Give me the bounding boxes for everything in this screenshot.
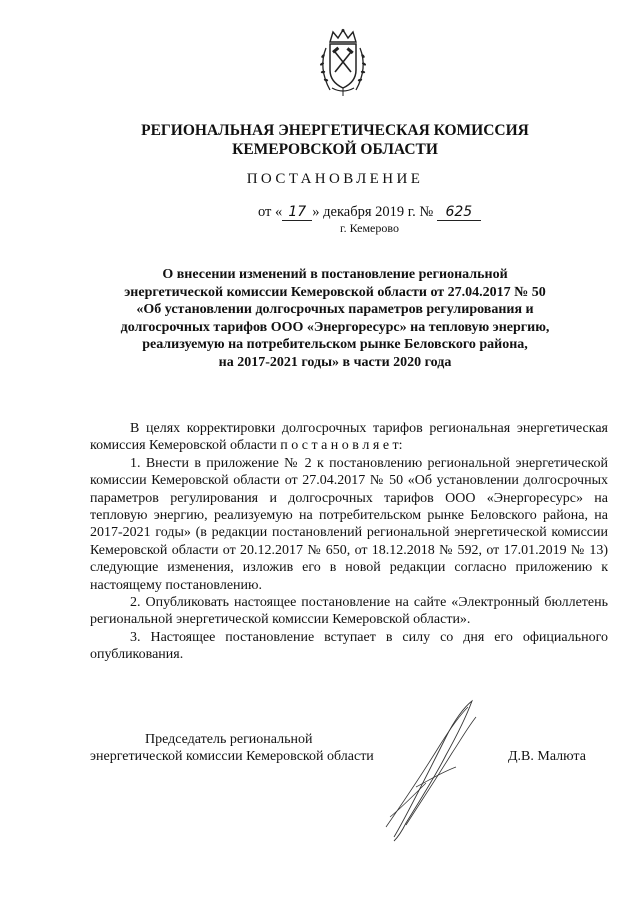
date-middle: » декабря 2019 г. №	[312, 204, 434, 220]
date-line	[258, 204, 481, 221]
title-line: энергетической комиссии Кемеровской области от 27.04.2017 № 50	[124, 284, 546, 300]
title-line: на 2017-2021 годы» в части 2020 года	[218, 354, 452, 370]
coat-of-arms-emblem	[316, 28, 370, 98]
title-line: реализуемую на потребительском рынке Беловского района,	[142, 337, 528, 353]
title-line: «Об установлении долгосрочных параметров регулирования и	[136, 302, 534, 318]
position-line-2: энергетической комиссии Кемеровской области	[90, 749, 374, 765]
org-line-2: КЕМЕРОВСКОЙ ОБЛАСТИ	[232, 141, 438, 158]
date-prefix: от «	[258, 204, 283, 220]
position-line-1: Председатель региональной	[145, 732, 313, 747]
date-day: 17	[282, 204, 312, 221]
document-body	[90, 420, 608, 664]
body-paragraph-preamble: В целях корректировки долгосрочных тарифов региональная энергетическая комиссия Кемеровской области п о с т а н о в л я е т:	[90, 421, 608, 454]
document-title	[100, 266, 570, 372]
signatory-name: Д.В. Малюта	[508, 749, 586, 764]
org-line-1: РЕГИОНАЛЬНАЯ ЭНЕРГЕТИЧЕСКАЯ КОМИССИЯ	[141, 122, 529, 139]
document-type: ПОСТАНОВЛЕНИЕ	[246, 171, 424, 187]
body-paragraph-1: 1. Внести в приложение № 2 к постановлению региональной энергетической комиссии Кемеровской области от 27.04.2017 № 50 «Об установлении долгосрочных параметров регулирования и долгосрочных тарифов ООО «Энергоресурс» на тепловую энергию, реализуемую на потребительском рынке Беловского района, на 2017-2021 годы» (в редакции постановлений региональной энергетической комиссии Кемеровской области от 20.12.2017 № 650, от 18.12.2018 № 592, от 17.01.2019 № 13) следующие изменения, изложив его в новой редакции согласно приложению к настоящему постановлению.	[90, 455, 608, 593]
handwritten-signature	[376, 697, 486, 847]
organization-name	[0, 121, 640, 159]
title-line: О внесении изменений в постановление региональной	[162, 267, 508, 282]
title-line: долгосрочных тарифов ООО «Энергоресурс» на тепловую энергию,	[120, 319, 550, 335]
document-number: 625	[437, 204, 481, 221]
city: г. Кемерово	[340, 221, 399, 235]
signatory-position	[90, 731, 374, 766]
body-paragraph-2: 2. Опубликовать настоящее постановление на сайте «Электронный бюллетень региональной энергетической комиссии Кемеровской области».	[90, 595, 608, 628]
body-paragraph-3: 3. Настоящее постановление вступает в силу со дня его официального опубликования.	[90, 629, 608, 663]
